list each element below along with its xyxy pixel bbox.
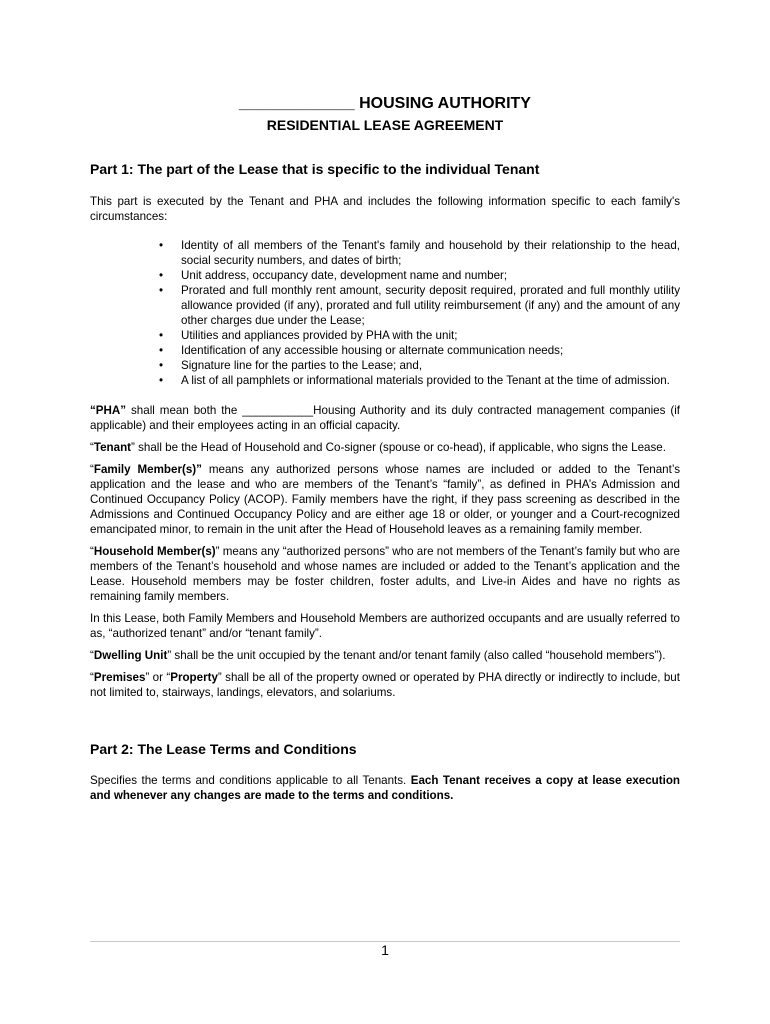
part2-text: Specifies the terms and conditions applicable to all Tenants. bbox=[90, 774, 411, 787]
document-title: _____________ HOUSING AUTHORITY bbox=[239, 95, 531, 112]
part1-bullet-list bbox=[90, 238, 680, 388]
definition-text: ” shall be all of the property owned or operated by PHA directly or indirectly to include, but not limited to, stairways, landings, elevators, and solariums. bbox=[90, 671, 680, 699]
list-item-text: A list of all pamphlets or informational materials provided to the Tenant at the time of admission. bbox=[181, 374, 670, 387]
list-item bbox=[159, 358, 680, 373]
definition-text: “ bbox=[90, 649, 94, 662]
definition-text: means any authorized persons whose names are included or added to the Tenant’s application and the lease and who are members of the Tenant’s “family”, as defined in PHA’s Admission and Continued Occupancy Policy (ACOP). Family members have the right, if they pass screening as described in the Admissions and Continued Occupancy Policy and are either age 18 or older, or younger and a Court-recognized emancipated minor, to remain in the unit after the Head of Household leaves as a remaining family member. bbox=[90, 463, 680, 536]
list-item bbox=[159, 343, 680, 358]
part2-text-bold: Each Tenant receives a copy at lease execution and whenever any changes are made to the terms and conditions. bbox=[90, 774, 680, 802]
definition-term: Household Member(s) bbox=[93, 545, 216, 558]
definition-text: shall mean both the ___________Housing Authority and its duly contracted management companies (if applicable) and their employees acting in an official capacity. bbox=[90, 404, 680, 432]
document-subtitle: RESIDENTIAL LEASE AGREEMENT bbox=[266, 117, 504, 133]
bullet-icon: • bbox=[159, 344, 164, 357]
definition-tenant bbox=[90, 440, 680, 455]
definition-term: Family Member(s)” bbox=[93, 463, 202, 476]
page-content bbox=[90, 94, 680, 803]
definition-dwelling-unit bbox=[90, 648, 680, 663]
definition-text: “ bbox=[90, 545, 94, 558]
bullet-icon: • bbox=[159, 239, 164, 252]
list-item-text: Signature line for the parties to the Lease; and, bbox=[181, 359, 423, 372]
definition-pha bbox=[90, 403, 680, 433]
definition-household-member bbox=[90, 544, 680, 604]
part1-intro: This part is executed by the Tenant and PHA and includes the following information specific to each family's circumstances: bbox=[90, 195, 680, 223]
page-number: 1 bbox=[381, 942, 389, 958]
bullet-icon: • bbox=[159, 329, 164, 342]
part1-heading: Part 1: The part of the Lease that is specific to the individual Tenant bbox=[90, 161, 540, 177]
bullet-icon: • bbox=[159, 359, 164, 372]
list-item-text: Unit address, occupancy date, development name and number; bbox=[181, 269, 508, 282]
list-item-text: Utilities and appliances provided by PHA with the unit; bbox=[181, 329, 458, 342]
list-item-text: Identification of any accessible housing or alternate communication needs; bbox=[181, 344, 564, 357]
list-item-text: Identity of all members of the Tenant's family and household by their relationship to the head, social security numbers, and dates of birth; bbox=[181, 239, 680, 267]
part2-paragraph bbox=[90, 773, 680, 803]
bullet-icon: • bbox=[159, 269, 164, 282]
definition-term: Premises bbox=[93, 671, 146, 684]
part2-heading: Part 2: The Lease Terms and Conditions bbox=[90, 741, 357, 757]
definition-term: Tenant bbox=[93, 441, 132, 454]
list-item-text: Prorated and full monthly rent amount, security deposit required, prorated and full monthly utility allowance provided (if any), prorated and full utility reimbursement (if any) and the amount of any other charges due under the Lease; bbox=[181, 284, 680, 327]
definition-text: In this Lease, both Family Members and Household Members are authorized occupants and are usually referred to as, “authorized tenant” and/or “tenant family”. bbox=[90, 612, 680, 640]
list-item bbox=[159, 268, 680, 283]
bullet-icon: • bbox=[159, 284, 164, 297]
bullet-icon: • bbox=[159, 374, 164, 387]
definition-term: Dwelling Unit bbox=[93, 649, 168, 662]
definition-text: ” shall be the unit occupied by the tenant and/or tenant family (also called “household members”). bbox=[167, 649, 666, 662]
definition-text: ” means any “authorized persons” who are not members of the Tenant’s family but who are members of the Tenant’s household and whose names are included or added to the Tenant’s application and the Lease. Household members may be foster children, foster adults, and Live-in Aides and have no rights as remaining family members. bbox=[90, 545, 681, 603]
definition-term: Property bbox=[170, 671, 218, 684]
definition-text: ” or “ bbox=[145, 671, 171, 684]
list-item bbox=[159, 283, 680, 328]
definition-term: “PHA” bbox=[90, 404, 127, 417]
definition-text: “ bbox=[90, 671, 94, 684]
authorized-occupants-paragraph bbox=[90, 611, 680, 641]
list-item bbox=[159, 373, 680, 388]
definition-text: ” shall be the Head of Household and Co-signer (spouse or co-head), if applicable, who signs the Lease. bbox=[131, 441, 666, 454]
definition-text: “ bbox=[90, 463, 94, 476]
definition-text: “ bbox=[90, 441, 94, 454]
definition-family-member bbox=[90, 462, 680, 537]
list-item bbox=[159, 238, 680, 268]
list-item bbox=[159, 328, 680, 343]
definition-premises bbox=[90, 670, 680, 700]
